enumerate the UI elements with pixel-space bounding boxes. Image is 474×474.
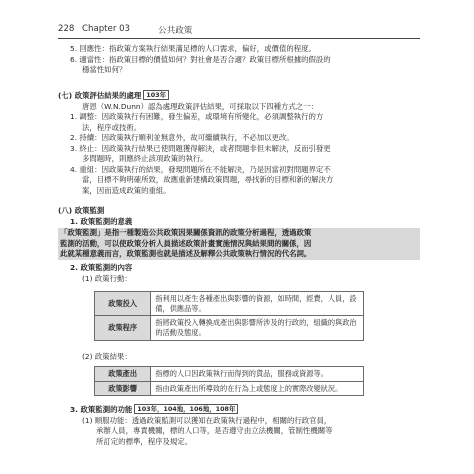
page-number: 228 — [58, 24, 75, 34]
function-line: (1) 順服功能：透過政策監測可以獲知在政策執行過程中，相關的行政官員， — [82, 415, 332, 425]
table-head-cell: 政策投入 — [95, 292, 151, 316]
section-7 — [58, 90, 420, 196]
chapter-title: 公共政策 — [158, 26, 193, 36]
s7-item: 多問題時，則應終止該項政策的執行。 — [82, 154, 208, 164]
page-body — [58, 0, 420, 474]
s7-item: 法，程序或技術。 — [82, 122, 142, 132]
section-8 — [58, 206, 420, 227]
policy-action-table — [94, 291, 364, 341]
function-line: 所訂定的標準，程序及規定。 — [96, 436, 193, 446]
items-top — [58, 44, 420, 76]
section-8-content-head — [58, 263, 420, 284]
policy-result-head — [58, 352, 420, 363]
section-8-sub3: 3. 政策監測的功能 103年，104地，106地，108年 — [58, 404, 420, 416]
section-8-sub1: 1. 政策監測的意義 — [70, 216, 133, 226]
chapter-label: Chapter 03 — [82, 24, 131, 34]
table-row — [95, 292, 364, 316]
table-desc-cell: 指將政策投入轉換成產出與影響所涉及的行政的，組織的與政治的活動及態度。 — [151, 316, 364, 340]
definition-box — [58, 228, 420, 260]
s7-item: 2. 持續：因政策執行順利並無意外，故可繼續執行，不必加以更改。 — [70, 133, 294, 143]
table-row — [95, 381, 364, 396]
s7-item: 3. 終止：因政策執行結果已使問題獲得解決，或者問題非但未解決，反而引發更 — [70, 143, 331, 153]
definition-line: 監測的活動，可以使政策分析人員描述政策計畫實施情況與結果間的關係，因 — [58, 239, 420, 250]
s7-item: 1. 調整：因政策執行有困難，發生偏差，或環境有所變化，必須調整執行的方 — [70, 112, 324, 122]
section-8-sub2: 2. 政策監測的內容 — [70, 263, 133, 272]
table-row — [95, 316, 364, 340]
table-head-cell: 政策程序 — [95, 316, 151, 340]
s7-item: 當，目標不夠明確所致，故應重新建構政策問題，尋找新的目標和新的解決方 — [82, 175, 334, 185]
policy-result-label: (2) 政策結果： — [82, 352, 132, 361]
s7-item: 案，因而造成政策的重組。 — [82, 185, 171, 195]
definition-line: 「政策監測」是指一種製造公共政策因果關係資訊的政策分析過程，透過政策 — [58, 228, 420, 239]
table-head-cell: 政策產出 — [95, 367, 151, 382]
section-8-functions — [58, 404, 420, 447]
table-desc-cell: 指利用以產生各種產出與影響的資源，如時間，經費，人員，設備，供應品等。 — [151, 292, 364, 316]
exam-year-tag: 103年 — [143, 90, 169, 100]
item-appropriateness-cont: 穩當性如何？ — [82, 65, 127, 75]
policy-action-label: (1) 政策行動： — [82, 273, 132, 283]
section-7-intro: 唐恩（W.N.Dunn）認為處理政策評估結果，可採取以下四種方式之一： — [82, 101, 318, 111]
item-responsiveness: 5. 回應性：指政策方案執行結果滿足標的人口需求，偏好，或價值的程度。 — [70, 44, 316, 53]
table-desc-cell: 指由政策產出所導致的在行為上或態度上的實際改變狀況。 — [151, 381, 364, 396]
s7-item: 4. 重組：因政策執行的結果，發現問題所在不能解決，乃是因當初對問題界定不 — [70, 164, 331, 174]
function-line: 承辦人員，專責機關，標的人口等，是否遵守由立法機關，管制性機關等 — [96, 426, 333, 436]
definition-line: 此就某種意義而言，政策監測也就是描述及解釋公共政策執行情況的代名詞。 — [58, 249, 420, 260]
table-desc-cell: 指標的人口因政策執行而得到的貨品，服務或資源等。 — [151, 367, 364, 382]
item-appropriateness: 6. 適當性：指政策目標的價值如何？對社會是否合適？政策目標所根據的假設的 — [70, 54, 331, 64]
exam-year-tag: 103年，104地，106地，108年 — [134, 404, 238, 414]
policy-result-table — [94, 366, 364, 396]
table-row — [95, 367, 364, 382]
section-8-title: (八) 政策監測 — [58, 206, 105, 215]
table-head-cell: 政策影響 — [95, 381, 151, 396]
section-7-title: (七) 政策評估結果的處理 103年 — [58, 90, 420, 102]
